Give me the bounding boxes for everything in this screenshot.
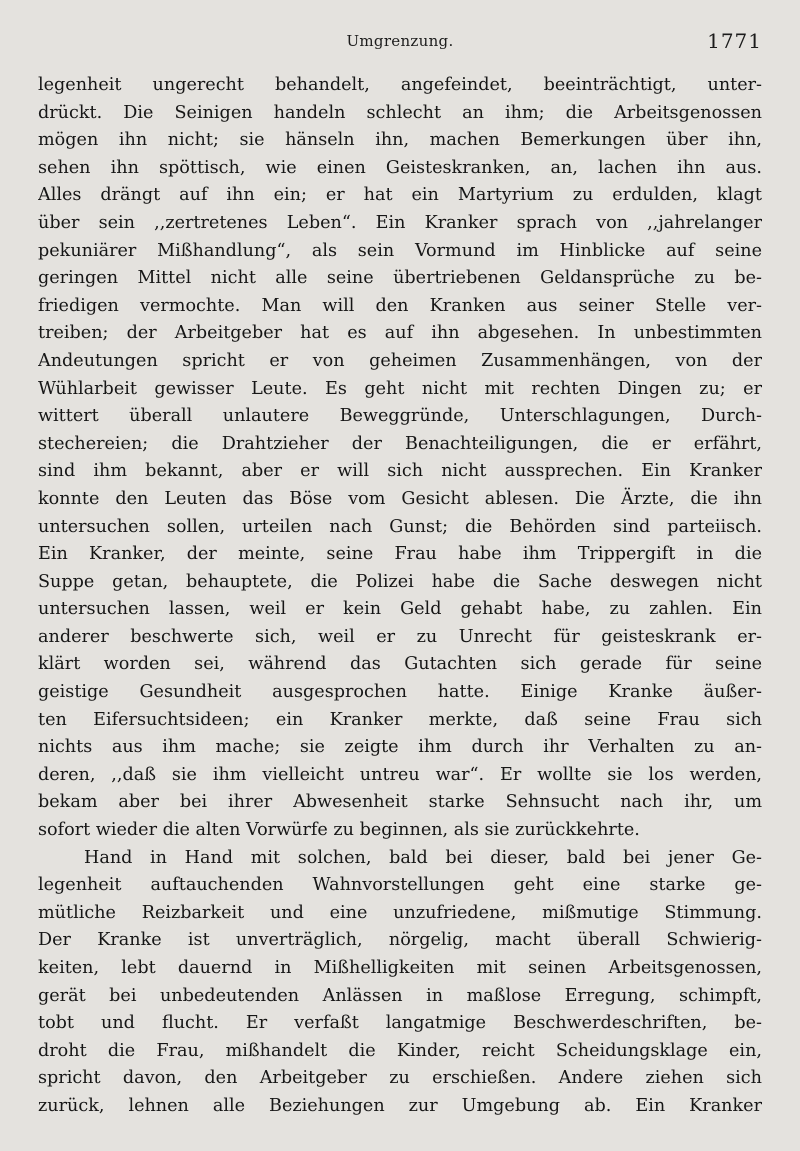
text-line: zurück, lehnen alle Beziehungen zur Umgebung ab. Ein Kranker bbox=[38, 1095, 762, 1116]
text-line: keiten, lebt dauernd in Mißhelligkeiten mit seinen Arbeitsgenossen, bbox=[38, 958, 762, 978]
text-line: wittert überall unlautere Beweggründe, Unterschlagungen, Durch- bbox=[38, 406, 762, 427]
text-line: sind ihm bekannt, aber er will sich nicht aussprechen. Ein Kranker bbox=[38, 461, 762, 482]
text-line: mögen ihn nicht; sie hänseln ihn, machen Bemerkungen über ihn, bbox=[38, 130, 762, 151]
running-title: Umgrenzung. bbox=[346, 32, 454, 50]
text-line: Wühlarbeit gewisser Leute. Es geht nicht mit rechten Dingen zu; er bbox=[38, 378, 762, 399]
text-line: Andeutungen spricht er von geheimen Zusammenhängen, von der bbox=[38, 350, 762, 371]
text-line: geringen Mittel nicht alle seine übertriebenen Geldansprüche zu be- bbox=[38, 268, 762, 289]
page-number: 1771 bbox=[707, 29, 762, 53]
text-line: sehen ihn spöttisch, wie einen Geisteskranken, an, lachen ihn aus. bbox=[38, 157, 762, 178]
text-line: spricht davon, den Arbeitgeber zu erschießen. Andere ziehen sich bbox=[38, 1068, 762, 1089]
body-text bbox=[38, 72, 762, 1121]
text-line: ten Eifersuchtsideen; ein Kranker merkte, daß seine Frau sich bbox=[38, 709, 762, 730]
text-line: legenheit ungerecht behandelt, angefeindet, beeinträchtigt, unter- bbox=[38, 75, 762, 95]
text-line: sofort wieder die alten Vorwürfe zu beginnen, als sie zurückkehrte. bbox=[38, 820, 640, 841]
paragraph bbox=[38, 72, 762, 845]
text-line: treiben; der Arbeitgeber hat es auf ihn abgesehen. In unbestimmten bbox=[38, 323, 762, 344]
text-line: Ein Kranker, der meinte, seine Frau habe ihm Trippergift in die bbox=[38, 544, 762, 565]
text-line: stechereien; die Drahtzieher der Benachteiligungen, die er erfährt, bbox=[38, 433, 762, 454]
paragraph bbox=[38, 845, 762, 1121]
text-line: nichts aus ihm mache; sie zeigte ihm durch ihr Verhalten zu an- bbox=[38, 737, 762, 758]
text-line: Alles drängt auf ihn ein; er hat ein Martyrium zu erdulden, klagt bbox=[38, 185, 762, 206]
text-line: bekam aber bei ihrer Abwesenheit starke Sehnsucht nach ihr, um bbox=[38, 792, 762, 813]
text-line: friedigen vermochte. Man will den Kranken aus seiner Stelle ver- bbox=[38, 295, 762, 316]
text-line: geistige Gesundheit ausgesprochen hatte. Einige Kranke äußer- bbox=[38, 682, 762, 703]
text-line: deren, ,,daß sie ihm vielleicht untreu war“. Er wollte sie los werden, bbox=[38, 764, 762, 785]
text-line: über sein ,,zertretenes Leben“. Ein Kranker sprach von ,,jahrelanger bbox=[38, 212, 762, 233]
text-line: konnte den Leuten das Böse vom Gesicht ablesen. Die Ärzte, die ihn bbox=[38, 488, 762, 509]
text-line: anderer beschwerte sich, weil er zu Unrecht für geisteskrank er- bbox=[38, 626, 762, 647]
text-line: Der Kranke ist unverträglich, nörgelig, macht überall Schwierig- bbox=[38, 930, 762, 951]
text-line: gerät bei unbedeutenden Anlässen in maßlose Erregung, schimpft, bbox=[38, 985, 762, 1006]
text-line: klärt worden sei, während das Gutachten sich gerade für seine bbox=[38, 654, 762, 675]
text-line: drückt. Die Seinigen handeln schlecht an ihm; die Arbeitsgenossen bbox=[38, 102, 762, 123]
text-line: droht die Frau, mißhandelt die Kinder, reicht Scheidungsklage ein, bbox=[38, 1040, 762, 1061]
text-line: mütliche Reizbarkeit und eine unzufriedene, mißmutige Stimmung. bbox=[38, 902, 762, 923]
text-line: untersuchen sollen, urteilen nach Gunst; die Behörden sind parteiisch. bbox=[38, 516, 762, 537]
text-line: legenheit auftauchenden Wahnvorstellungen geht eine starke ge- bbox=[38, 875, 762, 896]
page-header bbox=[38, 29, 762, 56]
text-line: Hand in Hand mit solchen, bald bei dieser, bald bei jener Ge- bbox=[84, 847, 762, 868]
text-line: tobt und flucht. Er verfaßt langatmige Beschwerdeschriften, be- bbox=[38, 1013, 762, 1034]
text-line: untersuchen lassen, weil er kein Geld gehabt habe, zu zahlen. Ein bbox=[38, 599, 762, 620]
text-line: Suppe getan, behauptete, die Polizei habe die Sache deswegen nicht bbox=[38, 571, 762, 592]
text-line: pekuniärer Mißhandlung“, als sein Vormund im Hinblicke auf seine bbox=[38, 240, 762, 261]
